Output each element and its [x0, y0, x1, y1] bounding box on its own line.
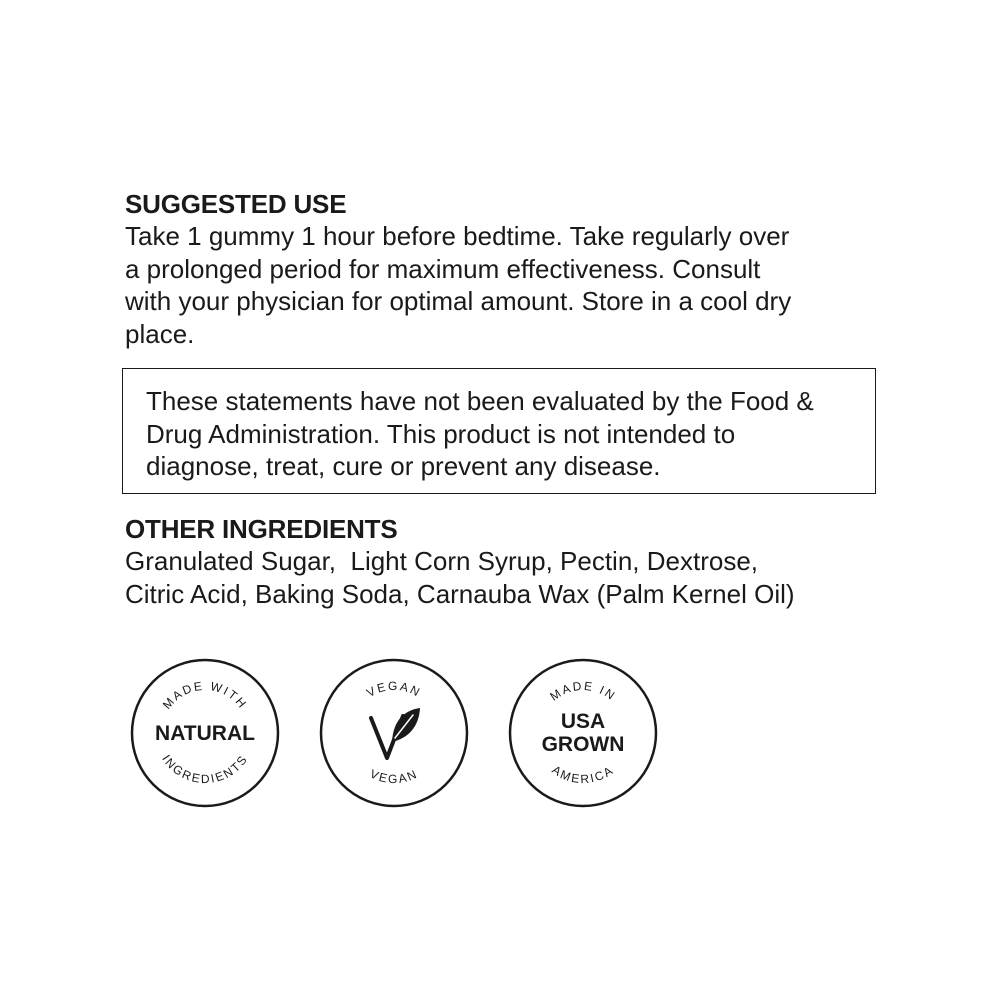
badge-center-text-line2: GROWN: [541, 733, 625, 756]
badge-center-text-line1: USA: [560, 710, 606, 733]
other-ingredients-section: [125, 513, 885, 610]
suggested-use-line: with your physician for optimal amount. Store in a cool dry: [125, 286, 792, 316]
badge-bottom-arc-text: INGREDIENTS: [159, 751, 251, 787]
disclaimer-line: These statements have not been evaluated by the Food &: [146, 386, 814, 416]
natural-badge-graphic: [130, 658, 280, 808]
suggested-use-line: a prolonged period for maximum effectiveness. Consult: [125, 253, 761, 284]
usa-badge-graphic: [508, 658, 658, 808]
ingredients-line: Citric Acid, Baking Soda, Carnauba Wax (Palm Kernel Oil): [125, 578, 795, 609]
suggested-use-line: place.: [125, 318, 195, 349]
ingredients-line: Granulated Sugar, Light Corn Syrup, Pectin, Dextrose,: [125, 546, 759, 576]
badge-top-arc-text: MADE WITH: [159, 678, 251, 712]
fda-disclaimer-text: [146, 385, 814, 483]
vegan-badge: [319, 658, 469, 808]
badge-top-arc-text: MADE IN: [547, 678, 619, 704]
suggested-use-heading: SUGGESTED USE: [125, 189, 347, 219]
suggested-use-text: [125, 220, 885, 350]
suggested-use-section: [125, 188, 885, 350]
disclaimer-line: Drug Administration. This product is not intended to: [146, 418, 736, 449]
disclaimer-line: diagnose, treat, cure or prevent any disease.: [146, 451, 661, 481]
badge-center-text: NATURAL: [155, 722, 255, 745]
badge-bottom-arc-text: AMERICA: [549, 762, 617, 787]
natural-ingredients-badge: [130, 658, 280, 808]
other-ingredients-text: [125, 545, 885, 610]
other-ingredients-heading: OTHER INGREDIENTS: [125, 514, 398, 544]
vegan-leaf-icon: [371, 708, 420, 758]
fda-disclaimer-box: [122, 368, 876, 494]
badge-top-arc-text: VEGAN: [364, 678, 424, 701]
suggested-use-line: Take 1 gummy 1 hour before bedtime. Take regularly over: [125, 221, 790, 251]
vegan-badge-graphic: [319, 658, 469, 808]
badge-bottom-arc-text: VEGAN: [367, 766, 421, 787]
usa-grown-badge: [508, 658, 658, 808]
